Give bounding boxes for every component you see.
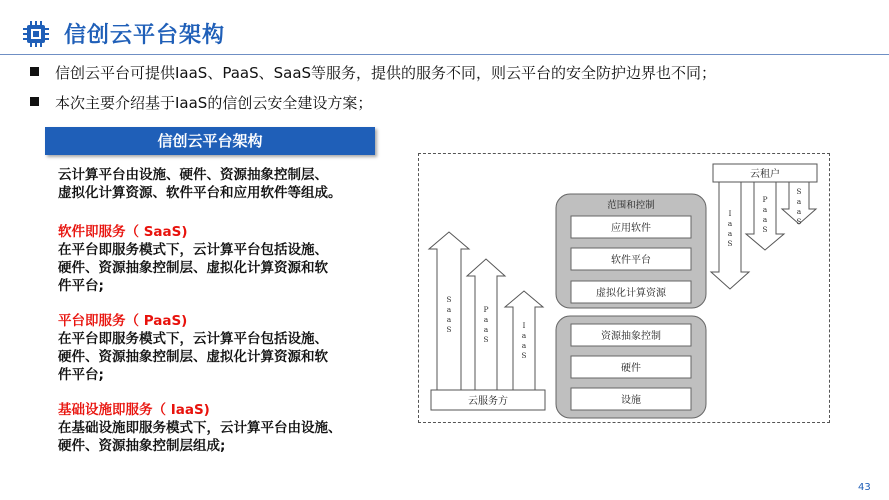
text-line: 虚拟化计算资源、软件平台和应用软件等组成。	[58, 185, 342, 201]
bullet-square-icon	[30, 97, 39, 106]
text-line: 硬件、资源抽象控制层、虚拟化计算资源和软	[58, 349, 328, 365]
bullet-text: 本次主要介绍基于IaaS的信创云安全建设方案；	[55, 94, 373, 112]
scope-label: 范围和控制	[607, 200, 655, 211]
cloud-tenant-label: 云租户	[750, 169, 780, 180]
text-line: 在平台即服务模式下，云计算平台包括设施、	[58, 242, 328, 258]
layer-label: 资源抽象控制	[601, 331, 661, 342]
bullet-text: 信创云平台可提供IaaS、PaaS、SaaS等服务，提供的服务不同，则云平台的安全防护边界也不同；	[55, 64, 717, 82]
panel-header: 信创云平台架构	[45, 127, 375, 155]
text-line: 在基础设施即服务模式下，云计算平台由设施、	[58, 420, 342, 436]
layer-label: 硬件	[621, 363, 641, 374]
text-line: 云计算平台由设施、硬件、资源抽象控制层、	[58, 167, 328, 183]
text-line: 硬件、资源抽象控制层、虚拟化计算资源和软	[58, 260, 328, 276]
section-title: 平台即服务（ PaaS)	[58, 313, 188, 329]
up-arrow-label: S a a S	[446, 295, 452, 334]
page-title: 信创云平台架构	[64, 23, 226, 48]
cloud-provider-label: 云服务方	[468, 396, 508, 407]
iaas-section	[58, 401, 388, 455]
down-arrow-label: I a a S	[727, 209, 733, 248]
chip-icon	[22, 20, 50, 48]
layer-label: 设施	[621, 395, 641, 406]
text-line: 件平台;	[58, 367, 104, 383]
up-arrow-label: P a a S	[483, 305, 489, 344]
text-line: 在平台即服务模式下，云计算平台包括设施、	[58, 331, 328, 347]
section-title: 基础设施即服务（ IaaS)	[58, 402, 210, 418]
layer-label: 应用软件	[611, 223, 651, 234]
intro-paragraph	[58, 166, 388, 202]
bullet-square-icon	[30, 67, 39, 76]
page-number: 43	[858, 482, 871, 493]
layer-label: 软件平台	[611, 255, 651, 266]
bullet-item	[30, 92, 372, 113]
paas-section	[58, 312, 388, 384]
up-arrow-label: I a a S	[521, 321, 527, 360]
saas-section	[58, 223, 388, 295]
architecture-diagram	[418, 153, 830, 423]
text-line: 件平台;	[58, 278, 104, 294]
layer-label: 虚拟化计算资源	[596, 288, 666, 299]
down-arrow-label: P a a S	[762, 195, 768, 234]
section-title: 软件即服务（ SaaS)	[58, 224, 188, 240]
down-arrow-label: S a a S	[796, 187, 802, 226]
bullet-item	[30, 62, 716, 83]
header-divider	[0, 54, 889, 55]
text-line: 硬件、资源抽象控制层组成;	[58, 438, 226, 454]
